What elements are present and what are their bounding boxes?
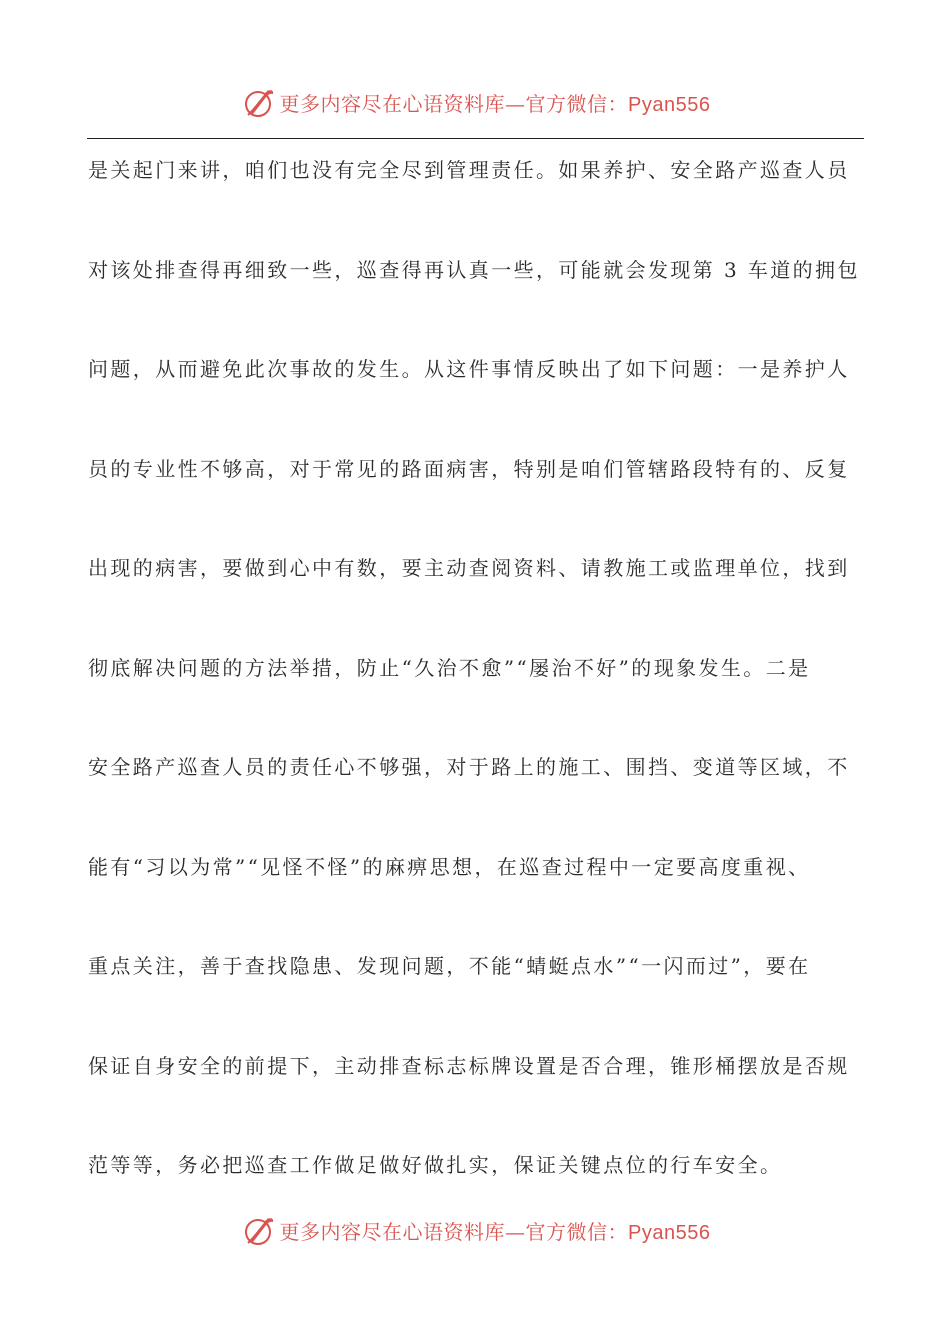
body-line: 保证自身安全的前提下，主动排查标志标牌设置是否合理，锥形桶摆放是否规 (88, 1053, 850, 1078)
quill-pen-logo-icon (240, 84, 276, 120)
body-line: 对该处排查得再细致一些，巡查得再认真一些，可能就会发现第 3 车道的拥包 (88, 257, 860, 282)
header-banner (0, 82, 950, 122)
body-line: 员的专业性不够高，对于常见的路面病害，特别是咱们管辖路段特有的、反复 (88, 456, 850, 481)
header-divider (87, 138, 864, 139)
body-line: 安全路产巡查人员的责任心不够强，对于路上的施工、围挡、变道等区域，不 (88, 755, 850, 779)
footer-banner (0, 1210, 950, 1250)
body-line: 重点关注，善于查找隐患、发现问题，不能“蜻蜓点水”“一闪而过”，要在 (88, 954, 811, 978)
body-line: 范等等，务必把巡查工作做足做好做扎实，保证关键点位的行车安全。 (88, 1153, 783, 1177)
body-line: 彻底解决问题的方法举措，防止“久治不愈”“屡治不好”的现象发生。二是 (88, 655, 811, 680)
body-line: 问题，从而避免此次事故的发生。从这件事情反映出了如下问题：一是养护人 (88, 357, 850, 381)
body-line: 能有“习以为常”“见怪不怪”的麻痹思想，在巡查过程中一定要高度重视、 (88, 854, 811, 879)
body-line: 是关起门来讲，咱们也没有完全尽到管理责任。如果养护、安全路产巡查人员 (88, 158, 850, 182)
footer-banner-wechat-id: Pyan556 (628, 1221, 711, 1244)
footer-banner-text: 更多内容尽在心语资料库—官方微信：Pyan556 (279, 1219, 711, 1244)
body-line: 出现的病害，要做到心中有数，要主动查阅资料、请教施工或监理单位，找到 (88, 556, 850, 580)
document-body (88, 150, 864, 1245)
header-banner-wechat-id: Pyan556 (628, 93, 711, 116)
quill-pen-logo-icon (240, 1212, 276, 1248)
header-banner-text: 更多内容尽在心语资料库—官方微信：Pyan556 (279, 91, 711, 116)
